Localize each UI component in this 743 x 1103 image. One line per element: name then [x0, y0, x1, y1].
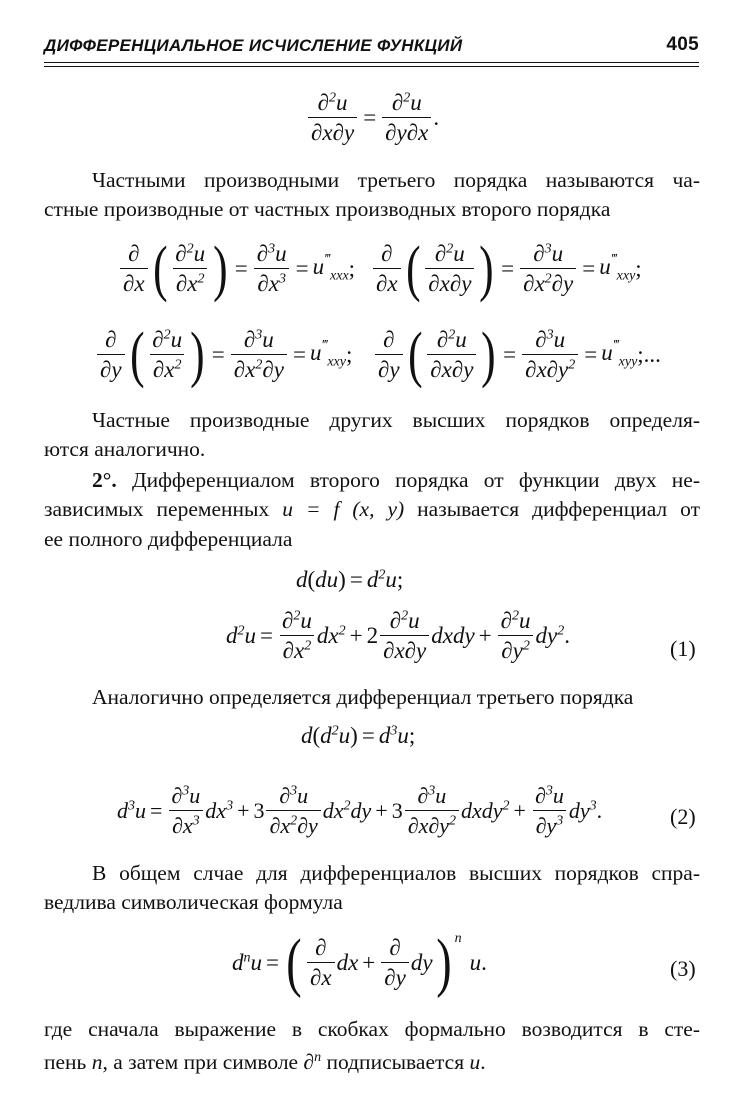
equation-number-3: (3) [670, 956, 696, 981]
formula-uxyy: $\frac{\partial}{\partial y}$ ( $\frac{\partial^2u}{\partial x\partial y}$ ) = $\frac{\partial^3u}{\partial x\partial y^2}$ = $u^‴_{xyy}$ ;... [373, 324, 661, 386]
formula-mixed-partials: $\frac{\partial^2u}{\partial x\partial y}$ = $\frac{\partial^2u}{\partial y\partial x}$ . [306, 90, 439, 146]
paragraph-third-order-cont: стные производные от частных производных второго порядка [44, 197, 611, 221]
paragraph-higher-orders-cont: ются аналогично. [44, 437, 206, 461]
header-rule-bottom [44, 66, 699, 67]
paragraph-higher-orders: Частные производные других высших порядков определя- [92, 408, 700, 432]
formula-uxxy-alt: $\frac{\partial}{\partial y}$ ( $\frac{\partial^2u}{\partial x^2}$ ) = $\frac{\partial^3u}{\partial x^2\partial y}$ = $u^‴_{xxy}$ ; [95, 324, 352, 386]
page-number: 405 [666, 34, 699, 55]
paragraph-third-order: Частными производными третьего порядка называются ча- [92, 168, 700, 192]
running-head [44, 36, 699, 62]
paragraph-second-differential-cont: зависимых переменных u = f (x, y) называется дифференциал от [44, 497, 701, 521]
formula-uxxy: $\frac{\partial}{\partial x}$ ( $\frac{\partial^2u}{\partial x\partial y}$ ) = $\frac{\partial^3u}{\partial x^2\partial y}$ = $u^‴_{xxy}$ ; [371, 238, 642, 300]
formula-symbolic-nth-differential: $d^nu$ = ( $\frac{\partial}{\partial x}$ dx + $\frac{\partial}{\partial y}$ dy ) $^n$ u . [232, 926, 487, 999]
formula-d-du: d ( du ) = $d^2u$ ; [296, 567, 404, 592]
formula-d-d2u: d ( $d^2u$ ) = $d^3u$ ; [301, 723, 416, 748]
paragraph-symbolic-formula: В общем слчае для дифференциалов высших порядков спра- [92, 861, 700, 885]
formula-uxxx: $\frac{\partial}{\partial x}$ ( $\frac{\partial^2u}{\partial x^2}$ ) = $\frac{\partial^3u}{\partial x^3}$ = $u^‴_{xxx}$ ; [118, 238, 355, 300]
paragraph-third-differential: Аналогично определяется дифференциал третьего порядка [92, 685, 634, 709]
paragraph-explanation: где сначала выражение в скобках формально возводится в сте- [44, 1017, 700, 1041]
running-title: ДИФФЕРЕНЦИАЛЬНОЕ ИСЧИСЛЕНИЕ ФУНКЦИЙ [44, 36, 463, 55]
formula-third-differential: $d^3u$ = $\frac{\partial^3u}{\partial x^3}$ $dx^3$ + 3 $\frac{\partial^3u}{\partial x^2\partial y}$ $dx^2dy$ + 3 $\frac{\partial^3u}{\partial x\partial y^2}$ dxdy$^2$ + $\frac{\partial^3u}{\partial y^3}$ $dy^3$ . [117, 783, 603, 838]
paragraph-second-differential-end: ее полного дифференциала [44, 527, 293, 551]
header-rule-top [44, 62, 699, 63]
paragraph-symbolic-formula-cont: ведлива символическая формула [44, 890, 343, 914]
equation-number-2: (2) [670, 804, 696, 829]
paragraph-explanation-cont: пень n, а затем при символе ∂$^n$ подписывается u. [44, 1050, 486, 1075]
equation-number-1: (1) [670, 636, 696, 661]
paragraph-second-differential: 2°. Дифференциалом второго порядка от функции двух не- [92, 468, 700, 492]
formula-second-differential: $d^2u$ = $\frac{\partial^2u}{\partial x^2}$ $dx^2$ + 2 $\frac{\partial^2u}{\partial x\partial y}$ dxdy + $\frac{\partial^2u}{\partial y^2}$ $dy^2$ . [226, 608, 570, 663]
